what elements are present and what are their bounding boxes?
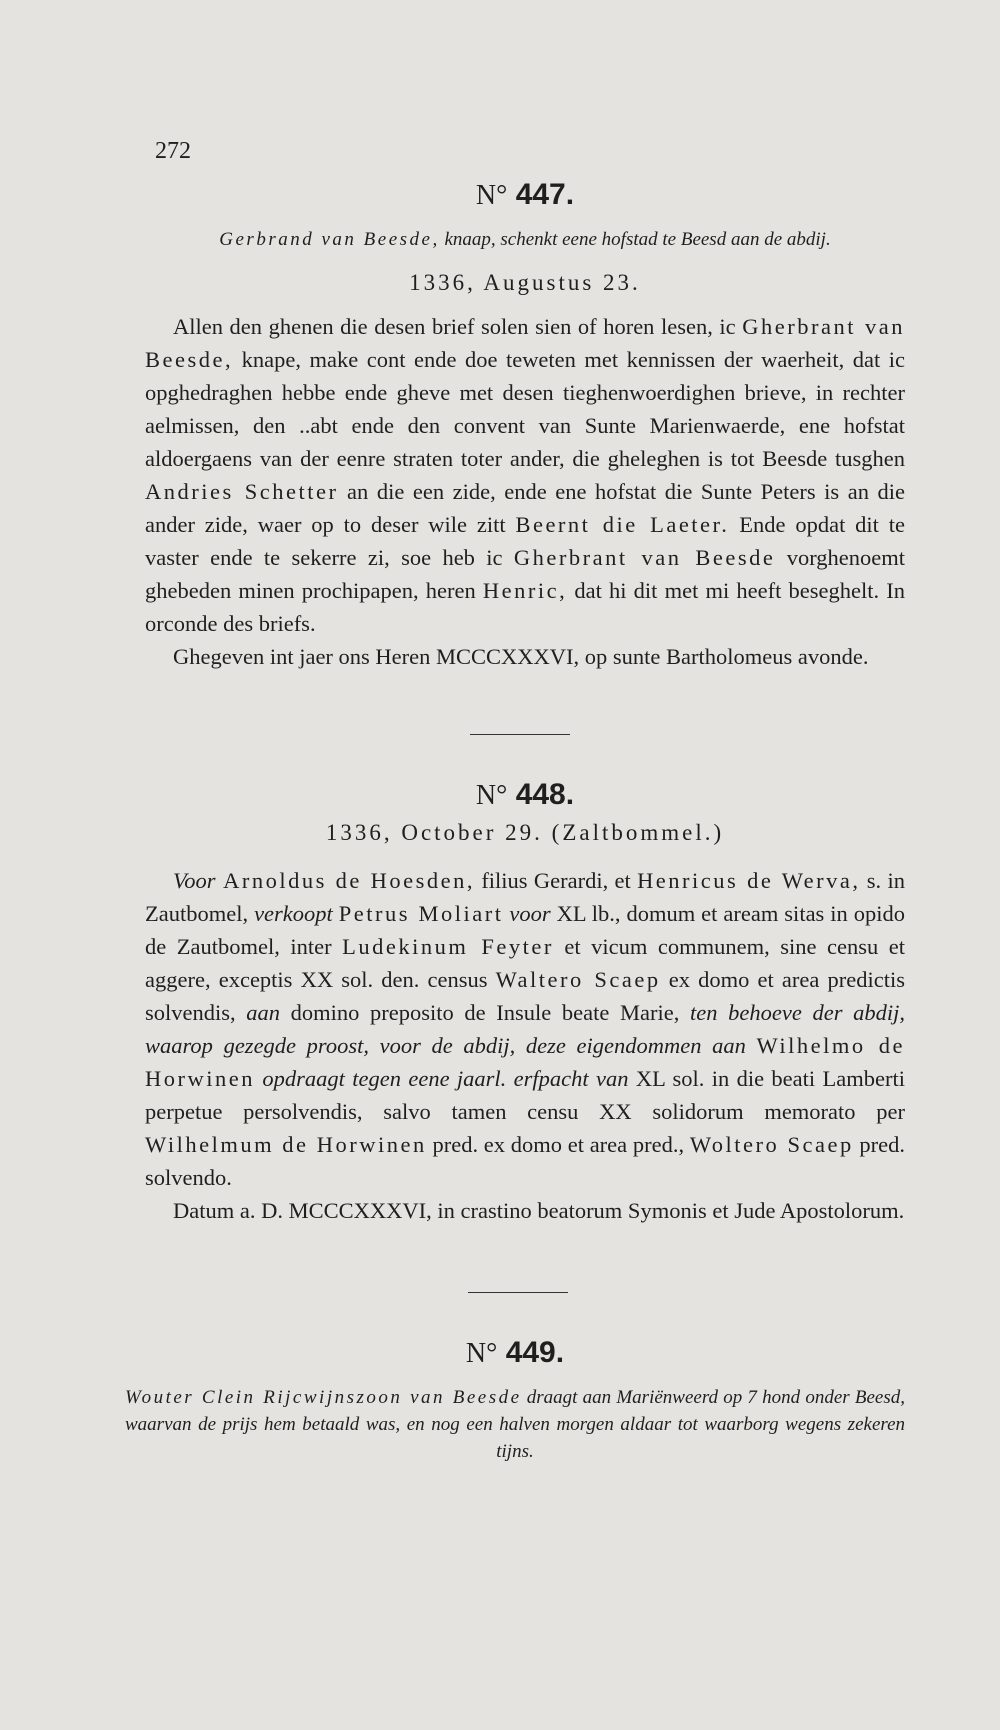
page-number: 272 bbox=[155, 138, 191, 164]
text-run: ten behoeve der abdij, waarop gezegde proost, voor de abdij, deze eigendommen aan bbox=[145, 1000, 905, 1058]
person-name: Woltero Scaep bbox=[689, 1132, 854, 1157]
person-name: Henricus de Werva, bbox=[637, 868, 861, 893]
text-run: knape, make cont ende doe teweten met kennissen der waerheit, dat ic opghedraghen hebbe ende gheve met desen tieghenwoerdighen brieve, in rechter aelmissen, den ..abt ende den convent van Sunte Marienwaerde, ene hofstat aldoergaens van der eenre straten toter ander, die gheleghen is tot Beesde tusghen bbox=[145, 347, 905, 471]
text-run: domino preposito de Insule beate Marie, bbox=[280, 1000, 691, 1025]
entry-number-heading bbox=[145, 178, 905, 212]
person-name: Gherbrant van Beesde, bbox=[145, 314, 905, 372]
person-name: Petrus Moliart bbox=[338, 901, 504, 926]
text-run: s. in Zautbomel, bbox=[145, 868, 905, 926]
text-run: opdraagt tegen eene jaarl. erfpacht van bbox=[262, 1066, 629, 1091]
person-name: Wilhelmum de Horwinen bbox=[145, 1132, 427, 1157]
entry-body bbox=[145, 310, 905, 673]
person-name: Henric, bbox=[482, 578, 568, 603]
text-run: filius bbox=[475, 868, 534, 893]
entry-number: 447. bbox=[515, 178, 575, 211]
text-run: pred. ex domo et area pred., bbox=[426, 1132, 690, 1157]
text-run: XL sol. in die beati Lamberti perpetue persolvendis, salvo tamen censu XX solidorum memorato per bbox=[145, 1066, 905, 1124]
person-name: Waltero Scaep bbox=[495, 967, 661, 992]
summary-name: Gerbrand van Beesde, bbox=[219, 229, 440, 250]
number-prefix: N° bbox=[465, 1338, 498, 1369]
text-run: aan bbox=[246, 1000, 281, 1025]
text-run: voor bbox=[509, 901, 551, 926]
entry-number-heading bbox=[145, 778, 905, 812]
text-run: pred. solvendo. bbox=[145, 1132, 906, 1190]
person-name: Andries Schetter bbox=[145, 479, 339, 504]
person-name: Ludekinum Feyter bbox=[342, 934, 554, 959]
summary-text: knaap, schenkt eene hofstad te Beesd aan de abdij. bbox=[439, 229, 831, 250]
entry-number-heading bbox=[125, 1336, 905, 1370]
text-run: Ende opdat dit te vaster ende te sekerre zi, soe heb ic bbox=[145, 512, 906, 570]
entry-number: 448. bbox=[515, 778, 575, 811]
text-run: et vicum communem, sine censu et aggere, exceptis XX sol. den. census bbox=[145, 934, 905, 992]
number-prefix: N° bbox=[475, 780, 508, 811]
person-name: Wilhelmo de Horwinen bbox=[145, 1033, 906, 1091]
text-run: Allen den ghenen die desen brief solen sien of horen lesen, ic bbox=[173, 314, 743, 339]
text-run: Voor bbox=[173, 868, 216, 893]
text-run: XL lb., domum et aream sitas in opido de Zautbomel, inter bbox=[145, 901, 905, 959]
person-name: Gerardi, bbox=[533, 868, 609, 893]
entry-date: 1336, October 29. (Zaltbommel.) bbox=[325, 820, 725, 845]
section-divider bbox=[470, 734, 570, 735]
entry-summary bbox=[145, 226, 905, 254]
entry-449 bbox=[125, 1336, 905, 1465]
body-paragraph: Ghegeven int jaer ons Heren MCCCXXXVI, op sunte Bartholomeus avonde. bbox=[173, 644, 869, 669]
body-paragraph bbox=[145, 864, 905, 1194]
person-name: Gherbrant van Beesde bbox=[513, 545, 776, 570]
text-run: vorghenoemt ghebeden minen prochipapen, heren bbox=[145, 545, 906, 603]
entry-summary bbox=[125, 1384, 905, 1465]
person-name: Arnoldus de Hoesden, bbox=[215, 868, 476, 893]
text-run bbox=[746, 1033, 757, 1058]
summary-name: Wouter Clein Rijcwijnszoon van Beesde bbox=[125, 1387, 522, 1408]
person-name: Beernt die Laeter. bbox=[515, 512, 730, 537]
text-run: an die een zide, ende ene hofstat die Sunte Peters is an die ander zide, waer op to deser wile zitt bbox=[145, 479, 905, 537]
text-run: verkoopt bbox=[254, 901, 333, 926]
entry-date: 1336, Augustus 23. bbox=[409, 270, 641, 295]
number-prefix: N° bbox=[475, 180, 508, 211]
section-divider bbox=[468, 1292, 568, 1293]
entry-448 bbox=[145, 778, 905, 1227]
entry-body bbox=[145, 864, 905, 1227]
text-run: ex domo et area predictis solvendis, bbox=[145, 967, 905, 1025]
entry-447 bbox=[145, 178, 905, 673]
body-paragraph bbox=[145, 310, 905, 640]
text-run: et bbox=[608, 868, 638, 893]
body-paragraph: Datum a. D. MCCCXXXVI, in crastino beatorum Symonis et Jude Apostolorum. bbox=[173, 1198, 905, 1223]
text-run: dat hi dit met mi heeft beseghelt. In orconde des briefs. bbox=[145, 578, 905, 636]
entry-number: 449. bbox=[505, 1336, 565, 1369]
summary-text: draagt aan Mariënweerd op 7 hond onder Beesd, waarvan de prijs hem betaald was, en nog een halven morgen aldaar tot waarborg wegens zekeren tijns. bbox=[125, 1387, 906, 1462]
